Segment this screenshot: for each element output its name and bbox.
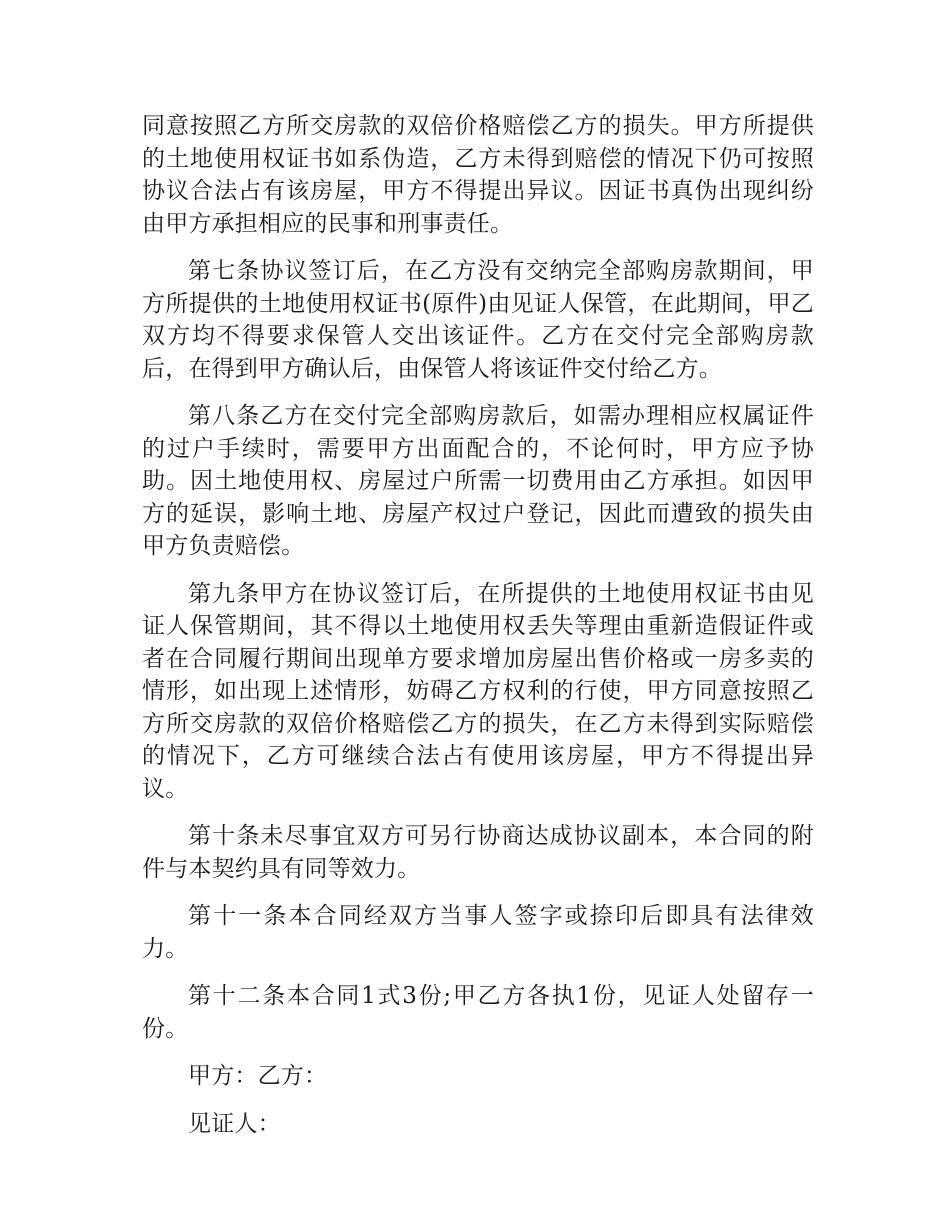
paragraph-continuation: 同意按照乙方所交房款的双倍价格赔偿乙方的损失。甲方所提供的土地使用权证书如系伪造，乙方未得到赔偿的情况下仍可按照协议合法占有该房屋，甲方不得提出异议。因证书真伪出现纠纷由甲方承担相应的民事和刑事责任。 — [142, 113, 814, 237]
paragraph-article-7: 第七条协议签订后，在乙方没有交纳完全部购房款期间，甲方所提供的土地使用权证书(原件)由见证人保管，在此期间，甲乙双方均不得要求保管人交出该证件。乙方在交付完全部购房款后，在得到甲方确认后，由保管人将该证件交付给乙方。 — [142, 258, 814, 382]
signature-witness: 见证人： — [188, 1110, 281, 1137]
document-page — [142, 110, 814, 1155]
paragraph-article-8: 第八条乙方在交付完全部购房款后，如需办理相应权属证件的过户手续时，需要甲方出面配合的，不论何时，甲方应予协助。因土地使用权、房屋过户所需一切费用由乙方承担。如因甲方的延误，影响土地、房屋产权过户登记，因此而遭致的损失由甲方负责赔偿。 — [142, 403, 814, 559]
paragraph-article-10: 第十条未尽事宜双方可另行协商达成协议副本，本合同的附件与本契约具有同等效力。 — [142, 823, 814, 882]
paragraph-article-11: 第十一条本合同经双方当事人签字或捺印后即具有法律效力。 — [142, 903, 814, 962]
signature-party-a-b: 甲方：乙方： — [188, 1063, 328, 1089]
paragraph-article-9: 第九条甲方在协议签订后，在所提供的土地使用权证书由见证人保管期间，其不得以土地使用权丢失等理由重新造假证件或者在合同履行期间出现单方要求增加房屋出售价格或一房多卖的情形，如出现上述情形，妨碍乙方权利的行使，甲方同意按照乙方所交房款的双倍价格赔偿乙方的损失，在乙方未得到实际赔偿的情况下，乙方可继续合法占有使用该房屋，甲方不得提出异议。 — [142, 580, 814, 802]
paragraph-article-12: 第十二条本合同1式3份;甲乙方各执1份，见证人处留存一份。 — [142, 983, 814, 1042]
